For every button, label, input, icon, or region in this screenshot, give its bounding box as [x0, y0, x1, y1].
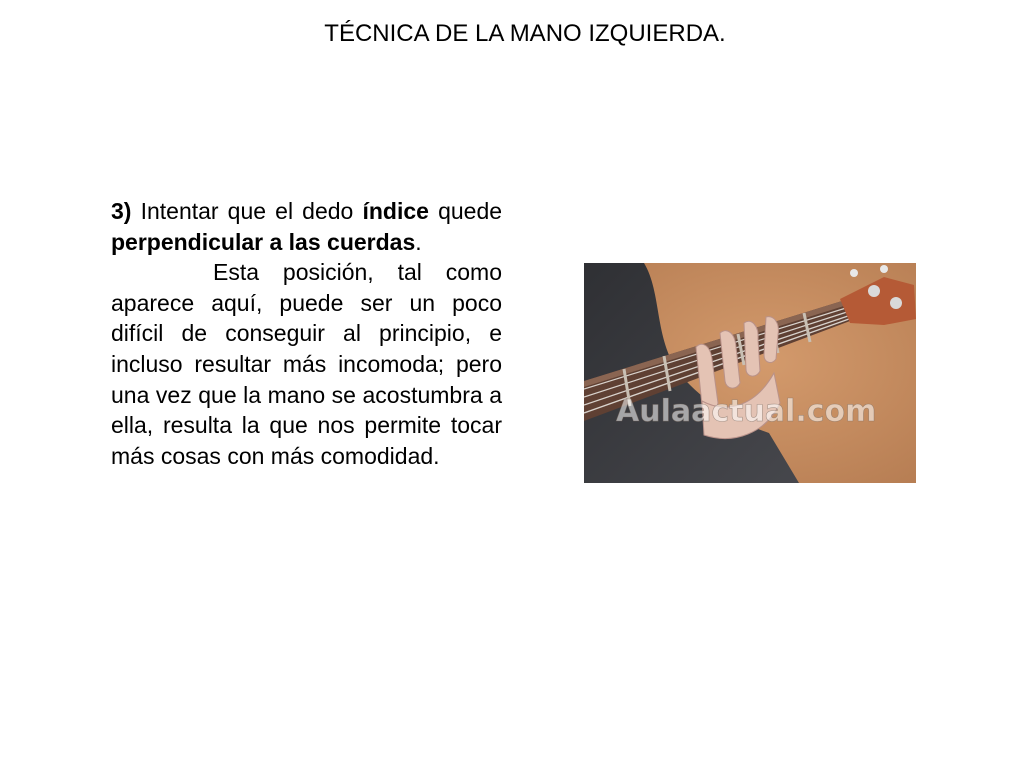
watermark-text: Aulaactual.com: [616, 394, 877, 429]
slide-title: TÉCNICA DE LA MANO IZQUIERDA.: [324, 20, 726, 47]
instruction-end: .: [415, 228, 422, 255]
photo-illustration: [584, 263, 916, 483]
bass-hand-photo: [584, 263, 916, 483]
instruction-emphasis-2: perpendicular a las cuerdas: [111, 228, 416, 255]
instruction-emphasis-1: índice: [362, 198, 429, 224]
step-number: 3): [111, 198, 132, 224]
instruction-paragraph: [111, 196, 502, 257]
instruction-text-2: quede: [438, 198, 503, 224]
body-text: [111, 196, 502, 471]
instruction-text-1: Intentar que el dedo: [140, 198, 354, 224]
explanation-paragraph: Esta posición, tal como aparece aquí, puede ser un poco difícil de conseguir al principio, e incluso resultar más incomoda; pero una vez que la mano se acostumbra a ella, resulta la que nos permite tocar más cosas con más comodidad.: [111, 259, 502, 469]
